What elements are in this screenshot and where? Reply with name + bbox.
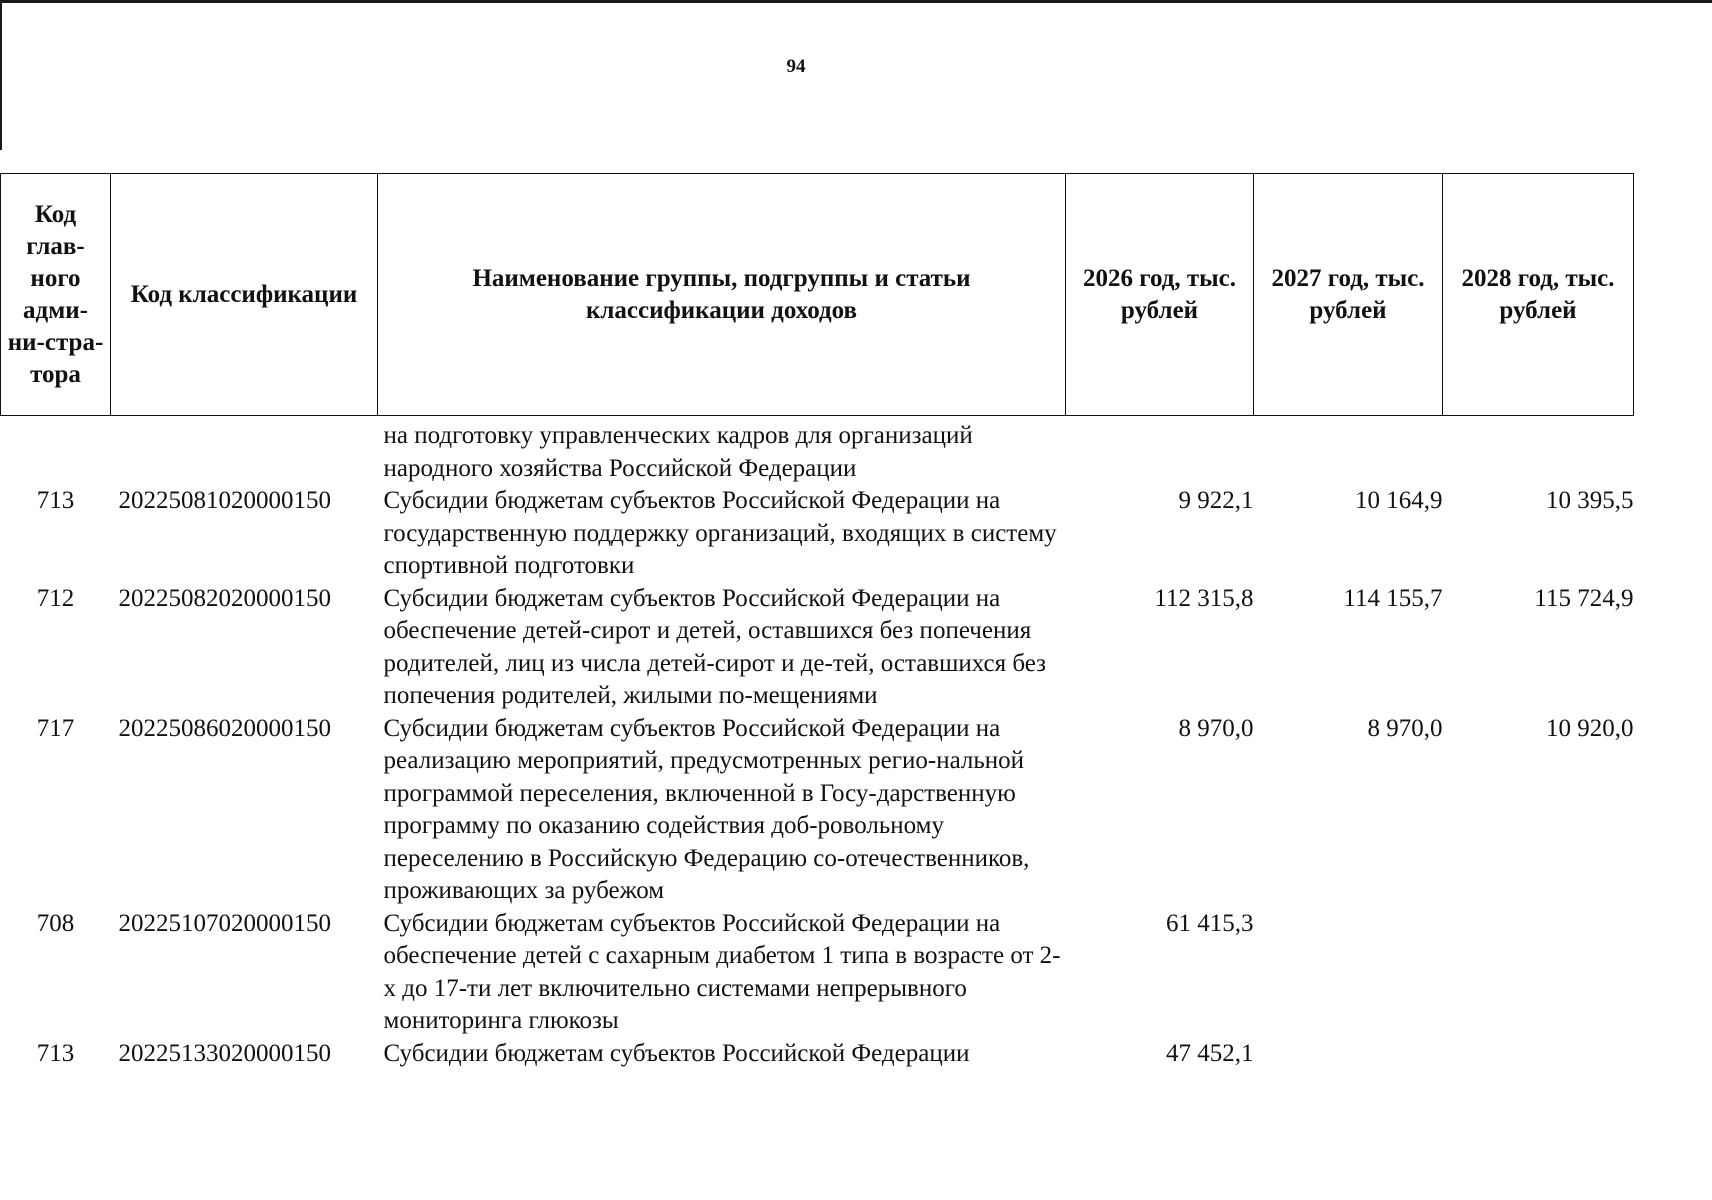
cell-2028 — [1443, 416, 1634, 486]
cell-2027: 10 164,9 — [1355, 487, 1443, 514]
cell-2027 — [1254, 416, 1443, 486]
header-2027 — [1254, 174, 1443, 416]
cell-2028: 115 724,9 — [1534, 584, 1634, 612]
table-row — [1, 583, 1634, 713]
header-2026-text: 2026 год, тыс. рублей — [1082, 264, 1237, 324]
header-2028-text: 2028 год, тыс. рублей — [1461, 264, 1615, 324]
table-row — [1, 1038, 1634, 1071]
cell-name: Субсидии бюджетам субъектов Российской Федерации — [383, 1039, 970, 1067]
cell-name: на подготовку управленческих кадров для организаций народного хозяйства Российской Федерации — [383, 422, 973, 482]
cell-2027: 8 970,0 — [1367, 714, 1443, 742]
table-row — [1, 713, 1634, 908]
cell-code — [111, 416, 378, 486]
header-admin-code — [1, 174, 111, 416]
cell-2028: 10 920,0 — [1546, 714, 1634, 742]
cell-name: Субсидии бюджетам субъектов Российской Федерации на реализацию мероприятий, предусмотренных регио-нальной программой переселения, включенной в Госу-дарственную программу по оказанию содействия доб-ровольному переселению в Российскую Федерацию со-отечественников, проживающих за рубежом — [383, 714, 1030, 904]
table-header-row — [1, 174, 1634, 416]
header-2026 — [1066, 174, 1254, 416]
cell-admin: 717 — [36, 714, 75, 742]
cell-code: 20225081020000150 — [118, 487, 331, 514]
revenue-table — [0, 173, 1634, 1070]
header-name-text: Наименование группы, подгруппы и статьи классификации доходов — [472, 264, 971, 324]
cell-admin: 713 — [36, 1039, 75, 1067]
cell-code: 20225133020000150 — [118, 1039, 331, 1067]
header-admin-code-text: Код глав-ного адми-ни-стра-тора — [7, 200, 104, 388]
cell-2026 — [1066, 416, 1254, 486]
cell-name: Субсидии бюджетам субъектов Российской Федерации на обеспечение детей с сахарным диабетом 1 типа в возрасте от 2-х до 17-ти лет включительно системами непрерывного мониторинга глюкозы — [383, 909, 1061, 1034]
cell-2026: 112 315,8 — [1154, 584, 1254, 612]
cell-2027 — [1254, 1038, 1443, 1071]
header-class-code — [111, 174, 378, 416]
cell-admin: 713 — [36, 487, 75, 514]
cell-2028 — [1443, 908, 1634, 1038]
cell-2027 — [1254, 908, 1443, 1038]
cell-2026: 8 970,0 — [1178, 714, 1254, 742]
header-class-code-text: Код классификации — [130, 280, 358, 308]
header-2028 — [1443, 174, 1634, 416]
cell-admin: 712 — [36, 584, 75, 612]
cell-code: 20225107020000150 — [118, 909, 331, 937]
cell-code: 20225086020000150 — [118, 714, 331, 742]
cell-2026: 9 922,1 — [1178, 487, 1254, 514]
scan-edge-top — [0, 0, 1712, 3]
cell-code: 20225082020000150 — [118, 584, 331, 612]
cell-2027: 114 155,7 — [1343, 584, 1443, 612]
cell-2026: 61 415,3 — [1166, 909, 1254, 937]
cell-admin: 708 — [36, 909, 75, 937]
cell-name: Субсидии бюджетам субъектов Российской Федерации на государственную поддержку организаций, входящих в систему спортивной подготовки — [383, 487, 1057, 579]
table-row — [1, 485, 1634, 583]
table-row — [1, 908, 1634, 1038]
header-2027-text: 2027 год, тыс. рублей — [1271, 264, 1425, 324]
cell-2026: 47 452,1 — [1166, 1039, 1254, 1067]
page-number: 94 — [786, 56, 806, 77]
cell-2028 — [1443, 1038, 1634, 1071]
cell-2028: 10 395,5 — [1546, 487, 1634, 514]
header-name — [378, 174, 1066, 416]
table-row-continuation — [1, 416, 1634, 486]
cell-admin — [1, 416, 111, 486]
cell-name: Субсидии бюджетам субъектов Российской Федерации на обеспечение детей-сирот и детей, оставшихся без попечения родителей, лиц из числа детей-сирот и де-тей, оставшихся без попечения родителей, жилыми по-мещениями — [383, 584, 1047, 709]
